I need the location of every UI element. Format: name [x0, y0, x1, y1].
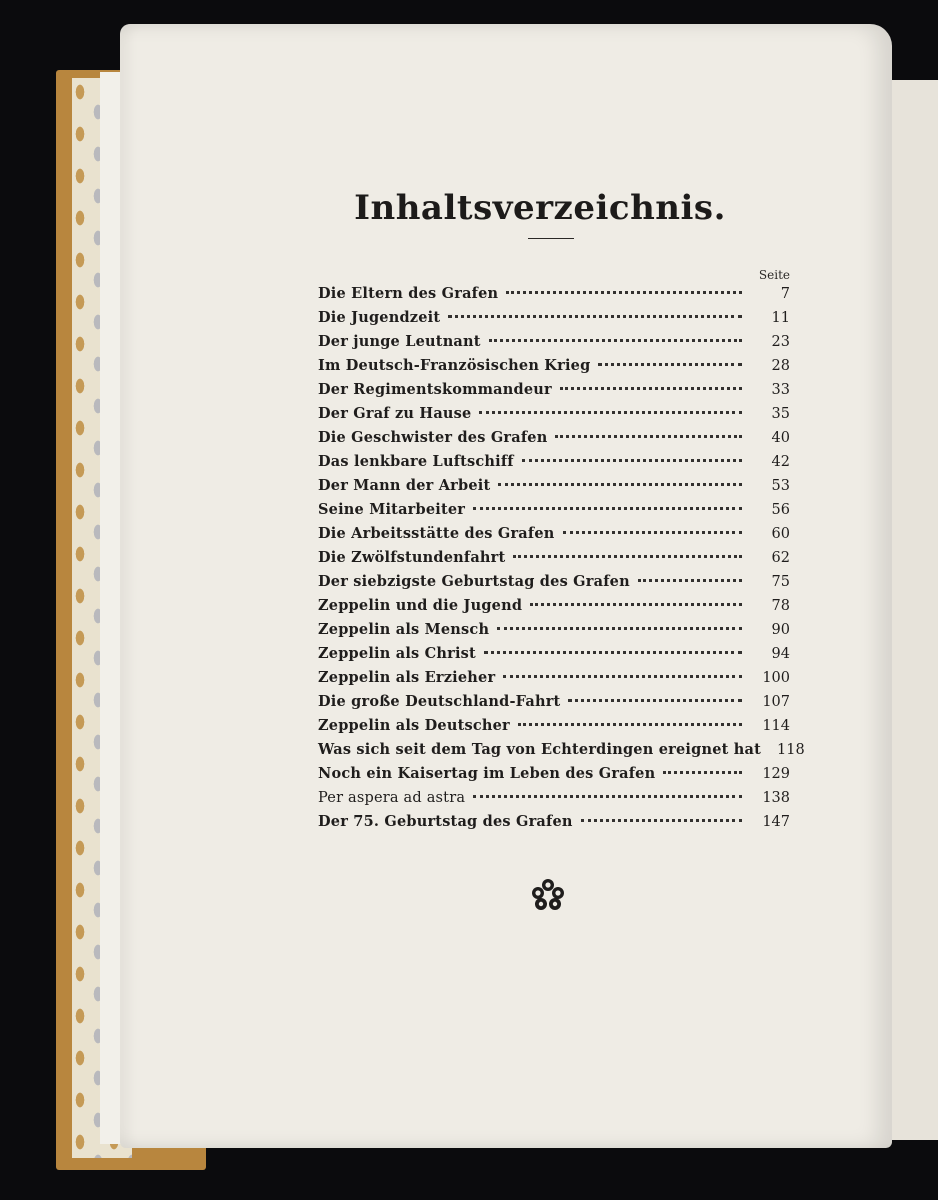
toc-entry-page: 11: [771, 310, 790, 326]
toc-entry-title: Der Mann der Arbeit: [318, 477, 491, 494]
leader-dots: [489, 338, 742, 342]
toc-entry-page: 118: [777, 742, 805, 758]
toc-entry-page: 23: [771, 334, 790, 350]
toc-entry: [318, 714, 790, 738]
toc-entry-page: 62: [771, 550, 790, 566]
toc-entry-page: 90: [771, 622, 790, 638]
toc-entry-page: 100: [762, 670, 790, 686]
toc-entry: [318, 330, 790, 354]
leader-dots: [663, 770, 742, 774]
table-of-contents: [318, 282, 805, 834]
leader-dots: [506, 290, 742, 294]
leader-dots: [581, 818, 742, 822]
toc-entry-page: 75: [771, 574, 790, 590]
toc-entry: [318, 810, 790, 834]
toc-entry: [318, 498, 790, 522]
toc-entry-page: 35: [771, 406, 790, 422]
toc-entry: [318, 666, 790, 690]
toc-entry: [318, 738, 805, 762]
toc-entry: [318, 306, 790, 330]
toc-entry-page: 114: [762, 718, 790, 734]
toc-entry: [318, 354, 790, 378]
toc-entry-title: Der junge Leutnant: [318, 333, 481, 350]
toc-entry-title: Zeppelin als Christ: [318, 645, 476, 662]
toc-entry: [318, 570, 790, 594]
toc-entry-title: Die Geschwister des Grafen: [318, 429, 548, 446]
toc-entry-page: 53: [771, 478, 790, 494]
toc-entry-title: Die Zwölfstundenfahrt: [318, 549, 506, 566]
toc-entry-title: Die Eltern des Grafen: [318, 285, 499, 302]
toc-entry: [318, 546, 790, 570]
toc-entry: [318, 690, 790, 714]
toc-entry: [318, 522, 790, 546]
toc-entry-title: Der 75. Geburtstag des Grafen: [318, 813, 573, 830]
leader-dots: [568, 698, 742, 702]
leader-dots: [530, 602, 742, 606]
toc-entry-page: 40: [771, 430, 790, 446]
toc-entry-title: Das lenkbare Luftschiff: [318, 453, 514, 470]
toc-entry-title: Zeppelin und die Jugend: [318, 597, 523, 614]
toc-entry-title: Im Deutsch-Französischen Krieg: [318, 357, 591, 374]
leader-dots: [563, 530, 742, 534]
toc-entry-page: 107: [762, 694, 790, 710]
floral-vignette-icon: [530, 876, 566, 916]
toc-entry: [318, 474, 790, 498]
book-page: [120, 24, 892, 1148]
toc-entry-title: Was sich seit dem Tag von Echterdingen ereignet hat: [318, 741, 762, 758]
toc-entry: [318, 786, 790, 810]
leader-dots: [560, 386, 742, 390]
toc-entry-page: 147: [762, 814, 790, 830]
toc-entry-title: Per aspera ad astra: [318, 790, 466, 806]
toc-entry-title: Zeppelin als Deutscher: [318, 717, 510, 734]
toc-entry: [318, 402, 790, 426]
toc-entry: [318, 426, 790, 450]
leader-dots: [555, 434, 742, 438]
toc-entry: [318, 450, 790, 474]
leader-dots: [484, 650, 742, 654]
toc-entry-page: 28: [771, 358, 790, 374]
toc-entry-title: Zeppelin als Erzieher: [318, 669, 496, 686]
toc-entry-page: 129: [762, 766, 790, 782]
page-title: Inhaltsverzeichnis.: [354, 188, 726, 228]
toc-entry: [318, 594, 790, 618]
toc-entry-title: Der Regimentskommandeur: [318, 381, 552, 398]
toc-entry: [318, 642, 790, 666]
leader-dots: [448, 314, 742, 318]
toc-entry: [318, 282, 790, 306]
leader-dots: [473, 794, 742, 798]
leader-dots: [518, 722, 742, 726]
toc-entry: [318, 762, 790, 786]
toc-entry-page: 33: [771, 382, 790, 398]
toc-entry-title: Zeppelin als Mensch: [318, 621, 490, 638]
toc-entry-page: 7: [780, 286, 790, 302]
toc-entry-title: Der Graf zu Hause: [318, 405, 472, 422]
page-column-header: Seite: [758, 268, 790, 282]
toc-entry-title: Seine Mitarbeiter: [318, 501, 466, 518]
leader-dots: [473, 506, 742, 510]
leader-dots: [479, 410, 742, 414]
toc-entry-page: 60: [771, 526, 790, 542]
toc-entry-title: Die Jugendzeit: [318, 309, 441, 326]
title-rule: [528, 238, 574, 239]
toc-entry-title: Die große Deutschland-Fahrt: [318, 693, 561, 710]
leader-dots: [503, 674, 742, 678]
leader-dots: [497, 626, 742, 630]
toc-entry-page: 94: [771, 646, 790, 662]
toc-entry-page: 78: [771, 598, 790, 614]
toc-entry-title: Noch ein Kaisertag im Leben des Grafen: [318, 765, 656, 782]
leader-dots: [522, 458, 742, 462]
toc-entry: [318, 378, 790, 402]
leader-dots: [598, 362, 742, 366]
toc-entry-title: Der siebzigste Geburtstag des Grafen: [318, 573, 630, 590]
leader-dots: [513, 554, 742, 558]
toc-entry-page: 138: [762, 790, 790, 806]
toc-entry-title: Die Arbeitsstätte des Grafen: [318, 525, 555, 542]
toc-entry-page: 42: [771, 454, 790, 470]
leader-dots: [498, 482, 742, 486]
toc-entry-page: 56: [771, 502, 790, 518]
leader-dots: [638, 578, 742, 582]
toc-entry: [318, 618, 790, 642]
